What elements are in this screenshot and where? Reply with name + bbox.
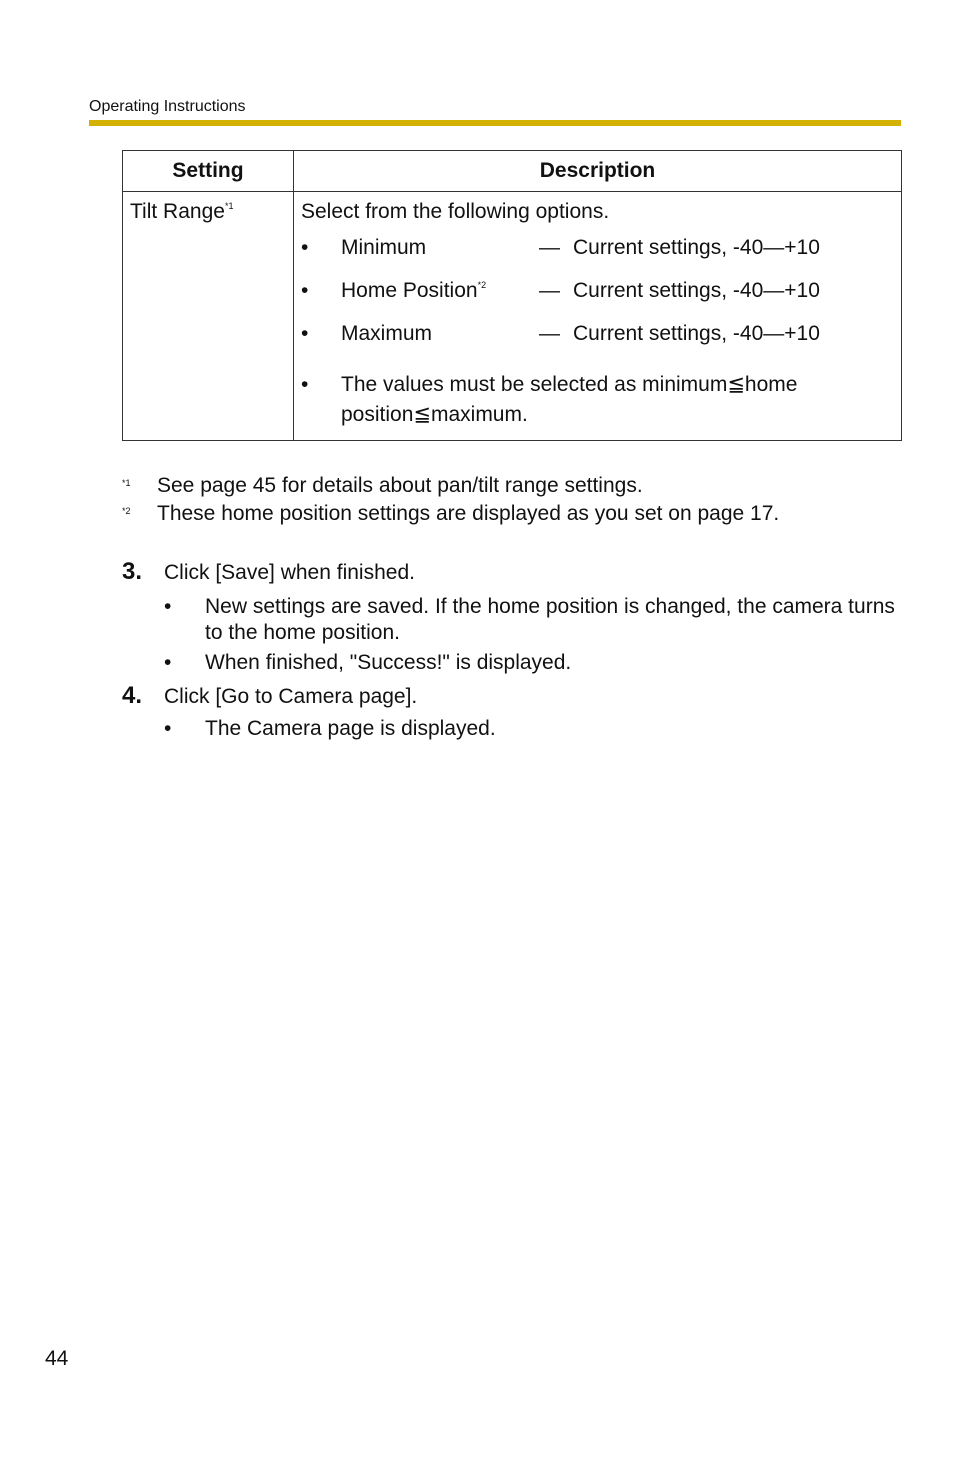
step-3 — [122, 558, 902, 586]
option-dash: — — [539, 322, 560, 345]
procedure-steps — [122, 558, 902, 742]
header-rule — [89, 120, 901, 126]
footnote-ref: *2 — [477, 280, 487, 290]
step-text: Click [Go to Camera page]. — [164, 685, 418, 708]
footnote-text: These home position settings are displayed as you set on page 17. — [157, 502, 780, 525]
bullet-icon: • — [301, 373, 309, 396]
bullet-icon: • — [301, 236, 309, 259]
table-row — [123, 192, 902, 441]
footnote-item — [122, 474, 779, 502]
footnote-item — [122, 502, 779, 530]
step-text: Click [Save] when finished. — [164, 561, 415, 584]
step-bullet-text: When finished, "Success!" is displayed. — [205, 651, 572, 674]
option-name: Home Position — [341, 279, 478, 302]
option-dash: — — [539, 279, 560, 302]
option-name: Minimum — [341, 236, 427, 259]
step-bullet-text: The Camera page is displayed. — [205, 717, 496, 740]
option-value: Current settings, -40—+10 — [573, 236, 820, 259]
step-bullet-text: New settings are saved. If the home position is changed, the camera turns to the home position. — [205, 595, 895, 644]
footnote-ref: *1 — [224, 201, 234, 211]
option-dash: — — [539, 236, 560, 259]
setting-cell — [123, 192, 294, 441]
step-bullet — [164, 650, 902, 676]
option-row-minimum — [301, 236, 894, 279]
step-4 — [122, 682, 902, 710]
table-header-row — [123, 151, 902, 192]
description-cell — [294, 192, 902, 441]
description-intro: Select from the following options. — [301, 200, 610, 223]
settings-table — [122, 150, 902, 441]
bullet-icon: • — [301, 322, 309, 345]
footnote-mark: *2 — [122, 506, 131, 516]
option-name-wrapper — [341, 279, 539, 303]
document-header-title: Operating Instructions — [89, 98, 246, 115]
option-row-maximum — [301, 322, 894, 365]
step-number: 3. — [122, 558, 143, 585]
bullet-icon: • — [164, 717, 172, 740]
footnote-mark: *1 — [122, 478, 131, 488]
footnote-text: See page 45 for details about pan/tilt range settings. — [157, 474, 643, 497]
constraint-note-text: The values must be selected as minimum≦home position≦maximum. — [341, 373, 798, 426]
setting-label: Tilt Range — [130, 200, 225, 223]
column-header-description: Description — [294, 151, 902, 192]
constraint-note — [301, 370, 894, 430]
option-name: Maximum — [341, 322, 433, 345]
option-value: Current settings, -40—+10 — [573, 322, 820, 345]
option-value: Current settings, -40—+10 — [573, 279, 820, 302]
option-row-home-position — [301, 279, 894, 322]
step-bullet — [164, 594, 902, 646]
bullet-icon: • — [301, 279, 309, 302]
step-bullet — [164, 716, 902, 742]
bullet-icon: • — [164, 651, 172, 674]
footnotes — [122, 474, 779, 530]
bullet-icon: • — [164, 595, 172, 618]
step-number: 4. — [122, 682, 143, 709]
page-number: 44 — [45, 1347, 69, 1370]
column-header-setting: Setting — [123, 151, 294, 192]
